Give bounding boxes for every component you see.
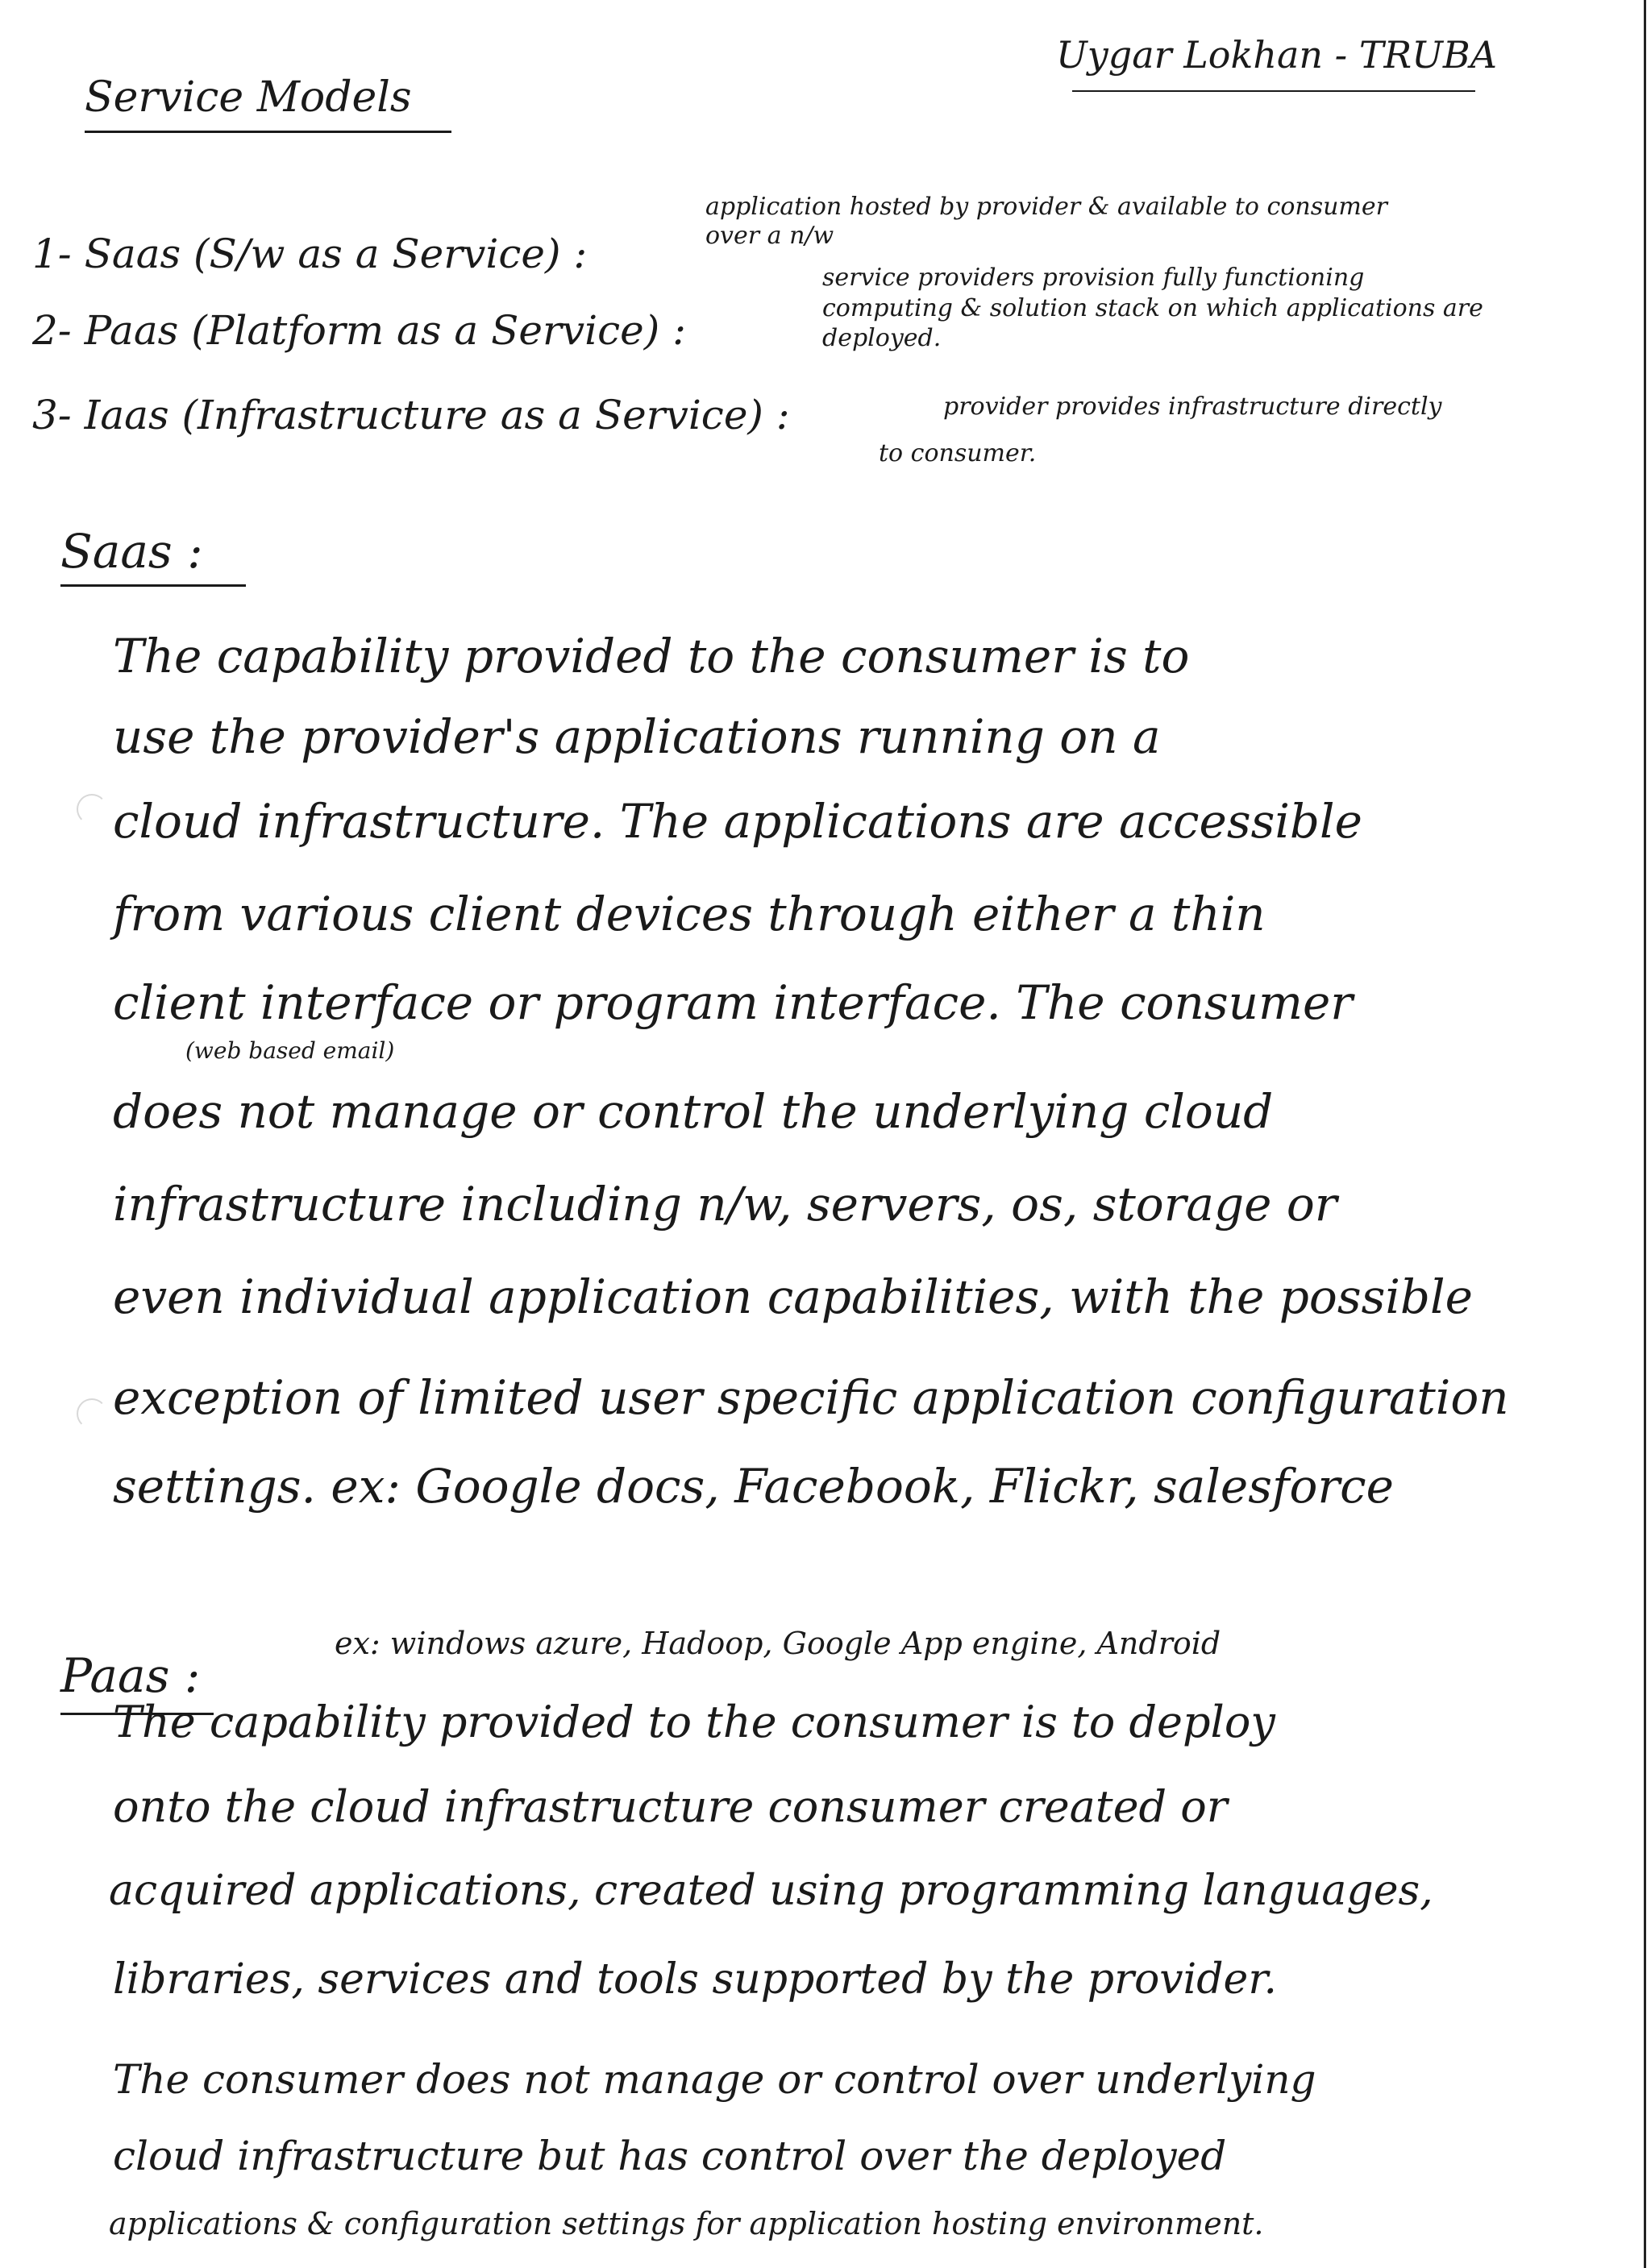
author-underline <box>1072 90 1475 92</box>
paas-text-line: The capability provided to the consumer is to deploy <box>113 1697 1275 1747</box>
saas-text-line: The capability provided to the consumer is to <box>113 629 1190 683</box>
paas-text-line: cloud infrastructure but has control over the deployed <box>113 2133 1227 2179</box>
model-item-paas <box>32 307 686 354</box>
model-note-line: to consumer. <box>879 439 1037 467</box>
paas-text-line: libraries, services and tools supported by the provider. <box>113 1955 1277 2004</box>
author-signature: Uygar Lokhan - TRUBA <box>1056 33 1497 77</box>
model-note-line: application hosted by provider & available to consumer <box>705 193 1387 221</box>
title-underline <box>85 131 451 133</box>
model-note-line: deployed. <box>822 324 942 352</box>
paas-text-line: onto the cloud infrastructure consumer created or <box>113 1781 1228 1832</box>
scan-edge-line <box>1644 0 1646 2268</box>
model-item-iaas <box>32 392 790 438</box>
saas-text-line: client interface or program interface. The consumer <box>113 975 1353 1030</box>
model-note-line: computing & solution stack on which applications are <box>822 294 1483 322</box>
saas-annotation: (web based email) <box>185 1037 395 1064</box>
model-number: 1- <box>32 231 72 277</box>
saas-text-line: cloud infrastructure. The applications are accessible <box>113 794 1362 849</box>
model-name: Saas (S/w as a Service) : <box>84 231 588 277</box>
model-number: 2- <box>32 307 72 354</box>
model-name: Paas (Platform as a Service) : <box>84 307 686 354</box>
saas-text-line: infrastructure including n/w, servers, os, storage or <box>113 1177 1337 1232</box>
page-title: Service Models <box>85 73 412 122</box>
paas-text-line: The consumer does not manage or control over underlying <box>113 2056 1316 2103</box>
saas-text-line: even individual application capabilities, with the possible <box>113 1269 1473 1324</box>
saas-text-line: exception of limited user specific application configuration <box>113 1370 1509 1425</box>
model-note-line: provider provides infrastructure directly <box>943 393 1442 421</box>
saas-heading: Saas : <box>60 524 203 579</box>
punch-hole-mark <box>77 1398 107 1429</box>
paas-text-line: acquired applications, created using programming languages, <box>109 1867 1433 1915</box>
model-note-line: service providers provision fully functioning <box>822 264 1365 292</box>
model-item-saas <box>32 231 588 277</box>
model-note-line: over a n/w <box>705 222 834 250</box>
paas-examples: ex: windows azure, Hadoop, Google App engine, Android <box>335 1626 1221 1661</box>
model-number: 3- <box>32 392 72 438</box>
saas-text-line: from various client devices through either a thin <box>113 887 1266 941</box>
paas-heading: Paas : <box>60 1648 201 1703</box>
saas-heading-underline <box>60 584 246 587</box>
saas-text-line: settings. ex: Google docs, Facebook, Flickr, salesforce <box>113 1459 1394 1514</box>
model-name: Iaas (Infrastructure as a Service) : <box>84 392 790 438</box>
saas-text-line: use the provider's applications running on a <box>113 709 1161 764</box>
saas-text-line: does not manage or control the underlying cloud <box>113 1084 1274 1139</box>
punch-hole-mark <box>77 794 107 825</box>
paas-text-line: applications & configuration settings for application hosting environment. <box>109 2206 1264 2241</box>
